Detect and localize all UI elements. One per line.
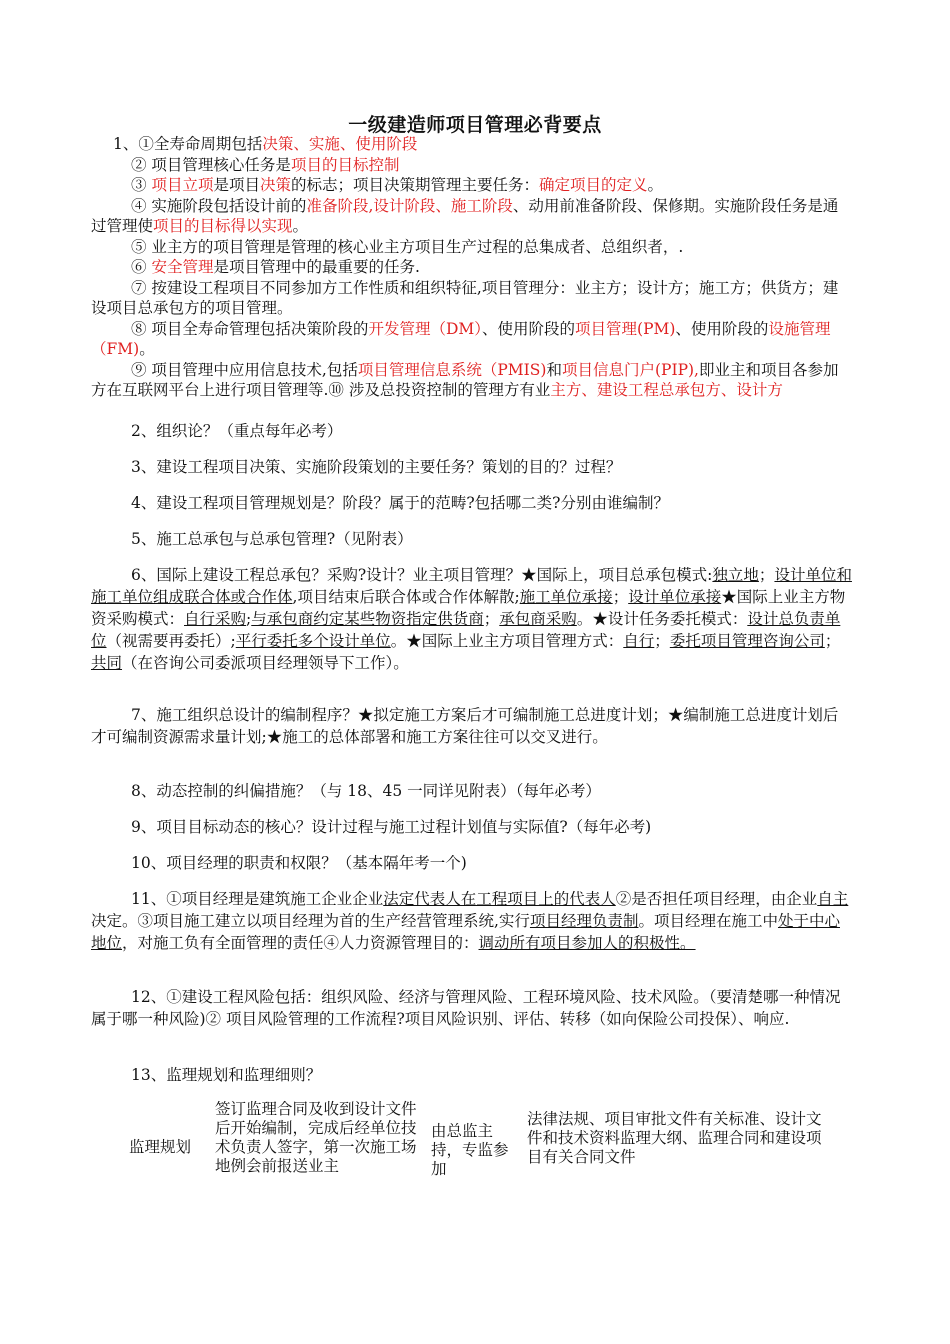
- question-11: 11、①项目经理是建筑施工企业企业法定代表人在工程项目上的代表人②是否担任项目经理，由企业自主决定。③项目施工建立以项目经理为首的生产经营管理系统,实行项目经理负责制。项目经理在施工中处于中心地位，对施工负有全面管理的责任④人力资源管理目的：调动所有项目参加人的积极性。: [91, 890, 849, 952]
- section-1: [91, 134, 853, 401]
- question-4: 4、建设工程项目管理规划是？阶段？属于的范畴?包括哪二类?分别由谁编制？: [131, 494, 669, 512]
- document-title: 一级建造师项目管理必背要点: [348, 114, 602, 136]
- question-8: 8、动态控制的纠偏措施？（与 18、45 一同详见附表）（每年必考）: [131, 782, 601, 800]
- question-5: 5、施工总承包与总承包管理?（见附表）: [131, 530, 413, 548]
- item-1-1: 1、①全寿命周期包括决策、实施、使用阶段: [113, 135, 418, 153]
- question-2: 2、组织论？（重点每年必考）: [131, 422, 343, 440]
- item-1-4: ④ 实施阶段包括设计前的准备阶段,设计阶段、施工阶段、动用前准备阶段、保修期。实施阶段任务是通过管理使项目的目标得以实现。: [91, 196, 839, 235]
- question-13: 13、监理规划和监理细则？: [131, 1066, 322, 1084]
- table-cell-preparer: 由总监主持，专监参加: [431, 1122, 509, 1178]
- question-12: 12、①建设工程风险包括：组织风险、经济与管理风险、工程环境风险、技术风险。（要清楚哪一种情况属于哪一种风险)② 项目风险管理的工作流程?项目风险识别、评估、转移（如向保险公司投保）、响应.: [91, 988, 841, 1028]
- question-6: 6、国际上建设工程总承包？采购?设计？业主项目管理？★国际上，项目总承包模式:独立地；设计单位和施工单位组成联合体或合作体,项目结束后联合体或合作体解散;施工单位承接；设计单位承接★国际上业主方物资采购模式：自行采购;与承包商约定某些物资指定供货商；承包商采购。★设计任务委托模式：设计总负责单位（视需要再委托）;平行委托多个设计单位。★国际上业主方项目管理方式：自行；委托项目管理咨询公司；共同（在咨询公司委派项目经理领导下工作）。: [91, 566, 852, 672]
- table-cell-timing: 签订监理合同及收到设计文件后开始编制，完成后经单位技术负责人签字，第一次施工场地例会前报送业主: [215, 1100, 417, 1175]
- item-1-6: ⑥ 安全管理是项目管理中的最重要的任务.: [131, 258, 420, 276]
- question-3: 3、建设工程项目决策、实施阶段策划的主要任务？策划的目的？过程？: [131, 458, 622, 476]
- question-9: 9、项目目标动态的核心？设计过程与施工过程计划值与实际值?（每年必考): [131, 818, 652, 836]
- question-7: 7、施工组织总设计的编制程序？★拟定施工方案后才可编制施工总进度计划；★编制施工总进度计划后才可编制资源需求量计划;★施工的总体部署和施工方案往往可以交叉进行。: [91, 706, 839, 746]
- item-1-9: ⑨ 项目管理中应用信息技术,包括项目管理信息系统（PMIS)和项目信息门户(PIP),即业主和项目各参加方在互联网平台上进行项目管理等.⑩ 涉及总投资控制的管理方有业主方、建设工程总承包方、设计方: [91, 360, 839, 399]
- table-cell-basis: 法律法规、项目审批文件有关标准、设计文件和技术资料监理大纲、监理合同和建设项目有关合同文件: [527, 1110, 822, 1166]
- item-1-8: ⑧ 项目全寿命管理包括决策阶段的开发管理（DM）、使用阶段的项目管理(PM)、使用阶段的设施管理（FM)。: [91, 319, 831, 358]
- item-1-2: ② 项目管理核心任务是项目的目标控制: [131, 155, 400, 174]
- question-10: 10、项目经理的职责和权限？（基本隔年考一个): [131, 854, 467, 872]
- item-1-3: ③ 项目立项是项目决策的标志；项目决策期管理主要任务：确定项目的定义。: [131, 176, 664, 194]
- item-1-7: ⑦ 按建设工程项目不同参加方工作性质和组织特征,项目管理分：业主方；设计方；施工方；供货方；建设项目总承包方的项目管理。: [91, 278, 839, 317]
- item-1-5: ⑤ 业主方的项目管理是管理的核心业主方项目生产过程的总集成者、总组织者，.: [131, 237, 684, 256]
- table-cell-type: 监理规划: [129, 1138, 192, 1156]
